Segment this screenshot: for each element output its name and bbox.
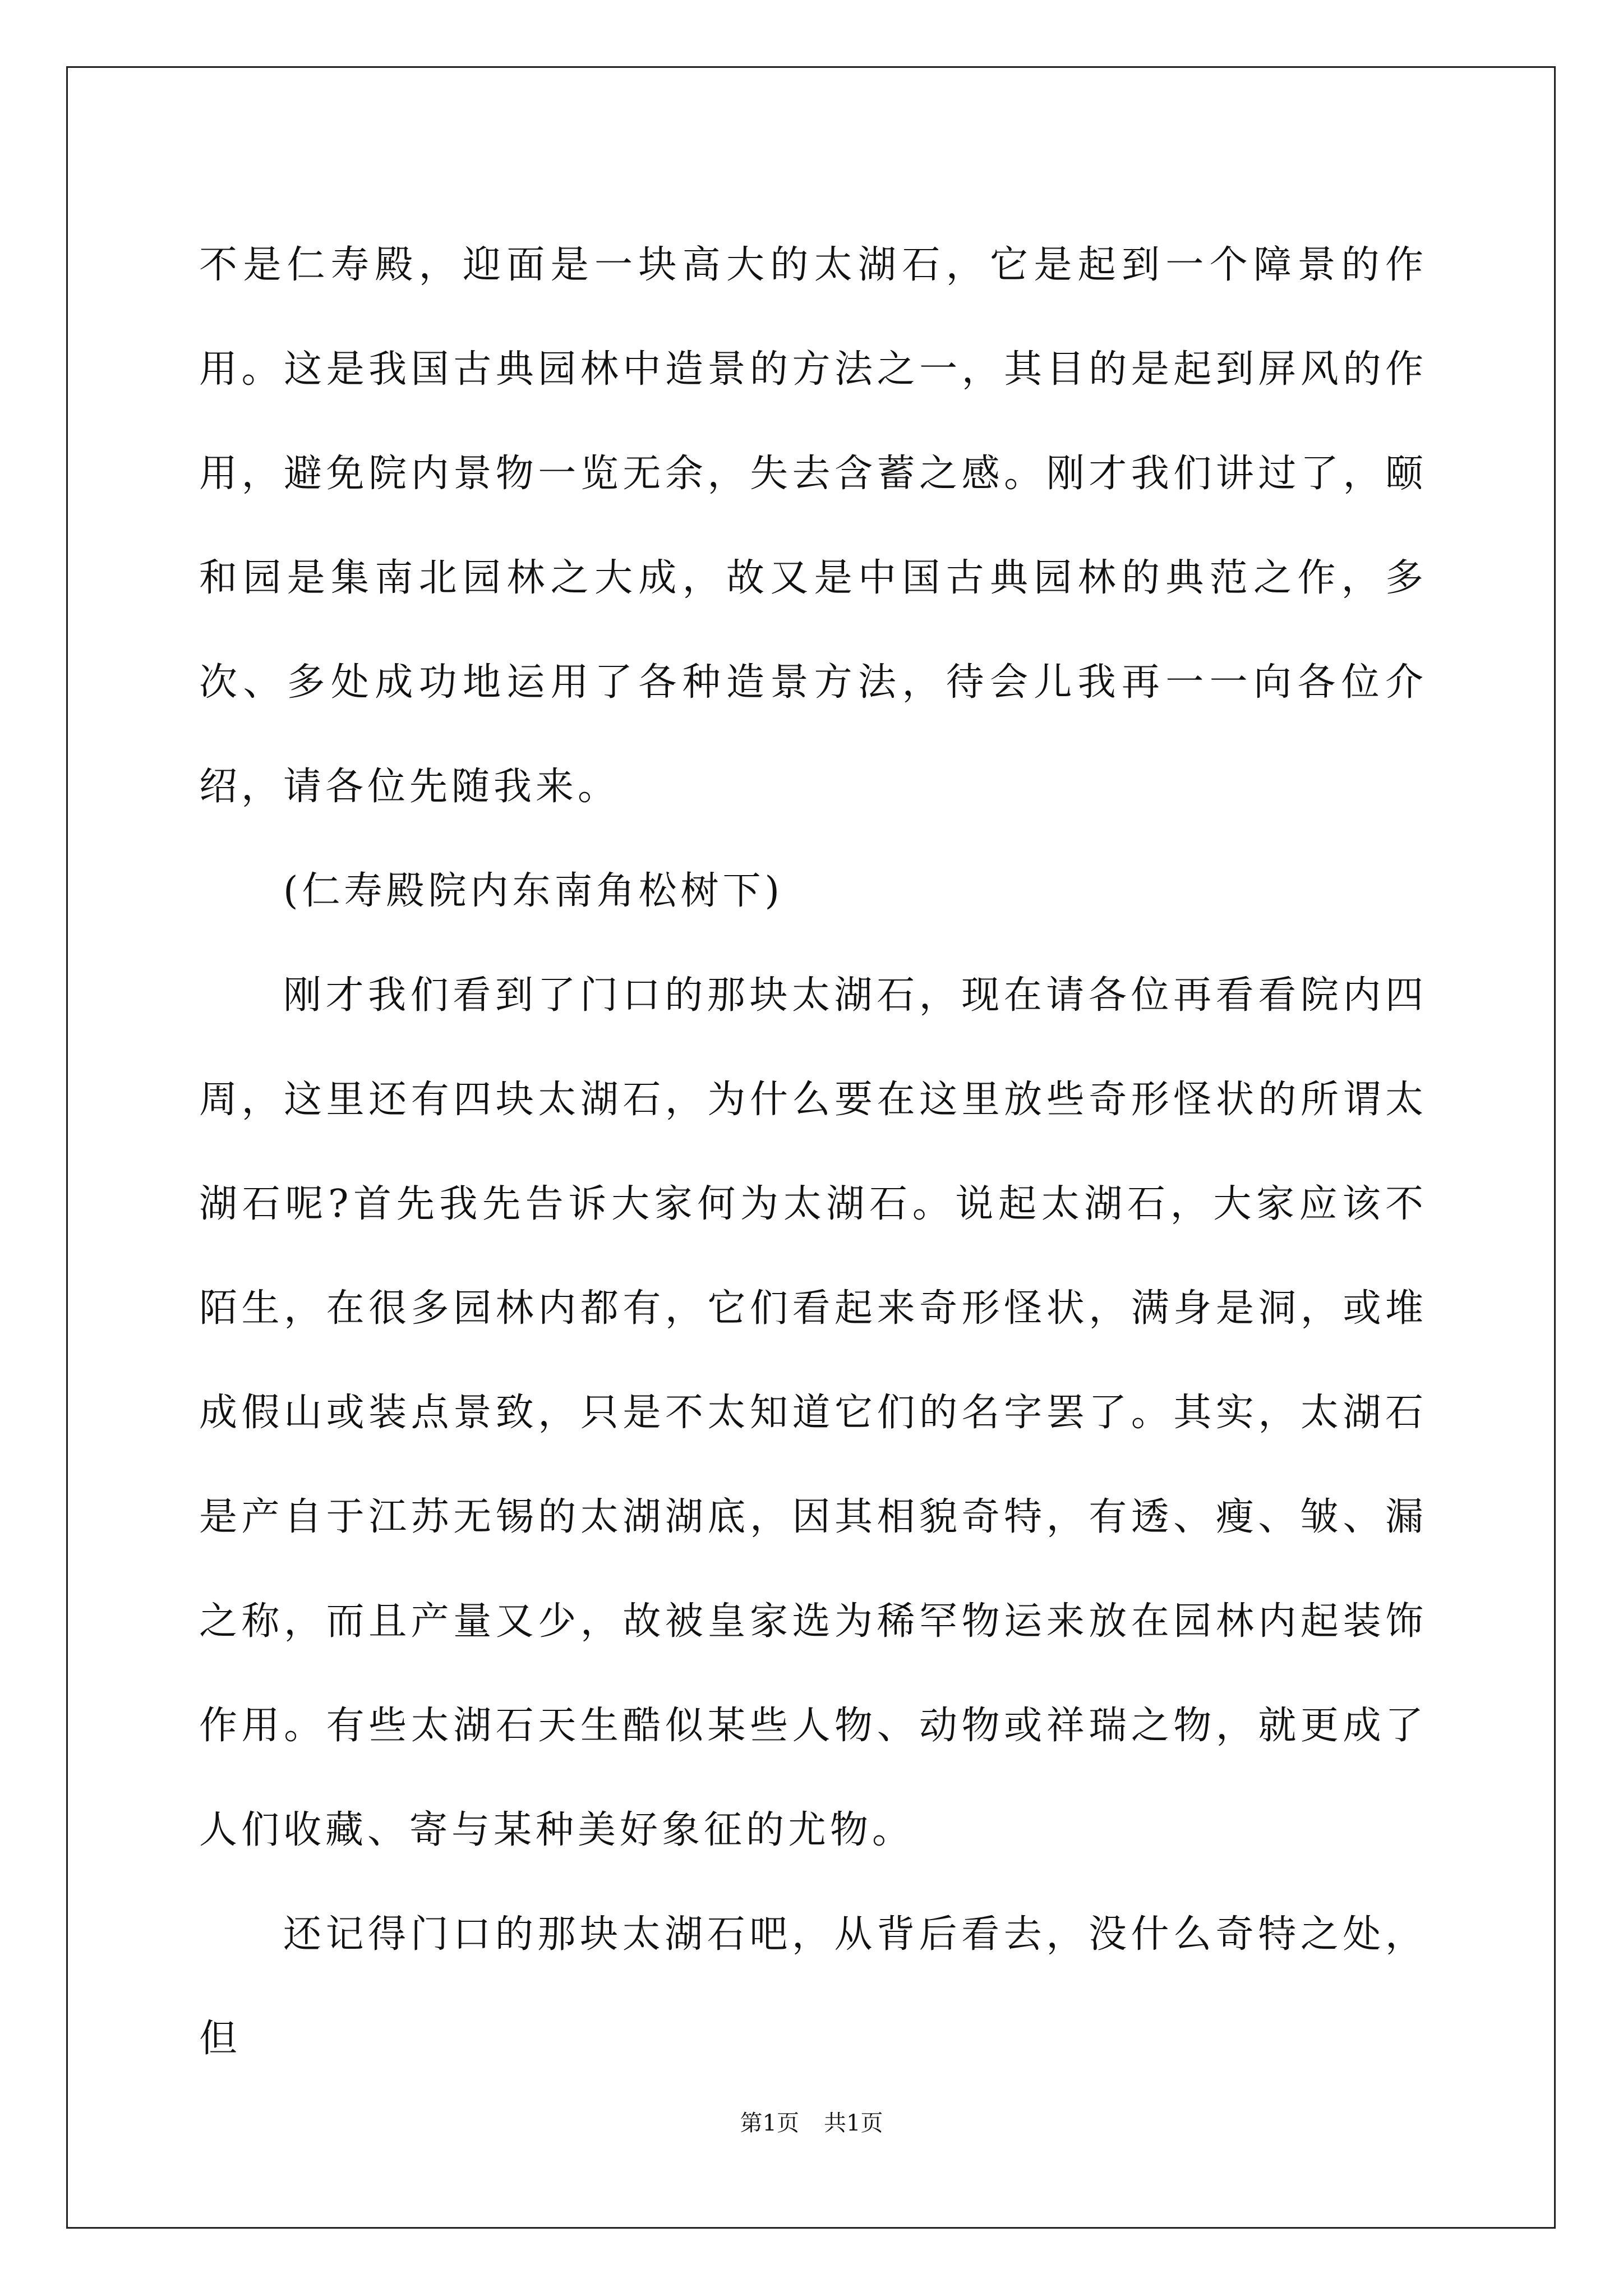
document-body xyxy=(199,213,1427,2091)
paragraph-2-location-note: (仁寿殿院内东南角松树下) xyxy=(283,869,784,913)
page-number: 第1页 xyxy=(740,2110,799,2136)
page-total: 共1页 xyxy=(824,2110,883,2136)
page-footer xyxy=(0,2108,1623,2139)
paragraph-1: 不是仁寿殿，迎面是一块高大的太湖石，它是起到一个障景的作用。这是我国古典园林中造景的方法之一，其目的是起到屏风的作用，避免院内景物一览无余，失去含蓄之感。刚才我们讲过了，颐和园是集南北园林之大成，故又是中国古典园林的典范之作，多次、多处成功地运用了各种造景方法，待会儿我再一一向各位介绍，请各位先随我来。 xyxy=(199,243,1427,809)
paragraph-3: 刚才我们看到了门口的那块太湖石，现在请各位再看看院内四周，这里还有四块太湖石，为什么要在这里放些奇形怪状的所谓太湖石呢?首先我先告诉大家何为太湖石。说起太湖石，大家应该不陌生，在很多园林内都有，它们看起来奇形怪状，满身是洞，或堆成假山或装点景致，只是不太知道它们的名字罢了。其实，太湖石是产自于江苏无锡的太湖湖底，因其相貌奇特，有透、瘦、皱、漏之称，而且产量又少，故被皇家选为稀罕物运来放在园林内起装饰作用。有些太湖石天生酷似某些人物、动物或祥瑞之物，就更成了人们收藏、寄与某种美好象征的尤物。 xyxy=(199,973,1427,1852)
paragraph-4: 还记得门口的那块太湖石吧，从背后看去，没什么奇特之处，但 xyxy=(199,1912,1427,2061)
